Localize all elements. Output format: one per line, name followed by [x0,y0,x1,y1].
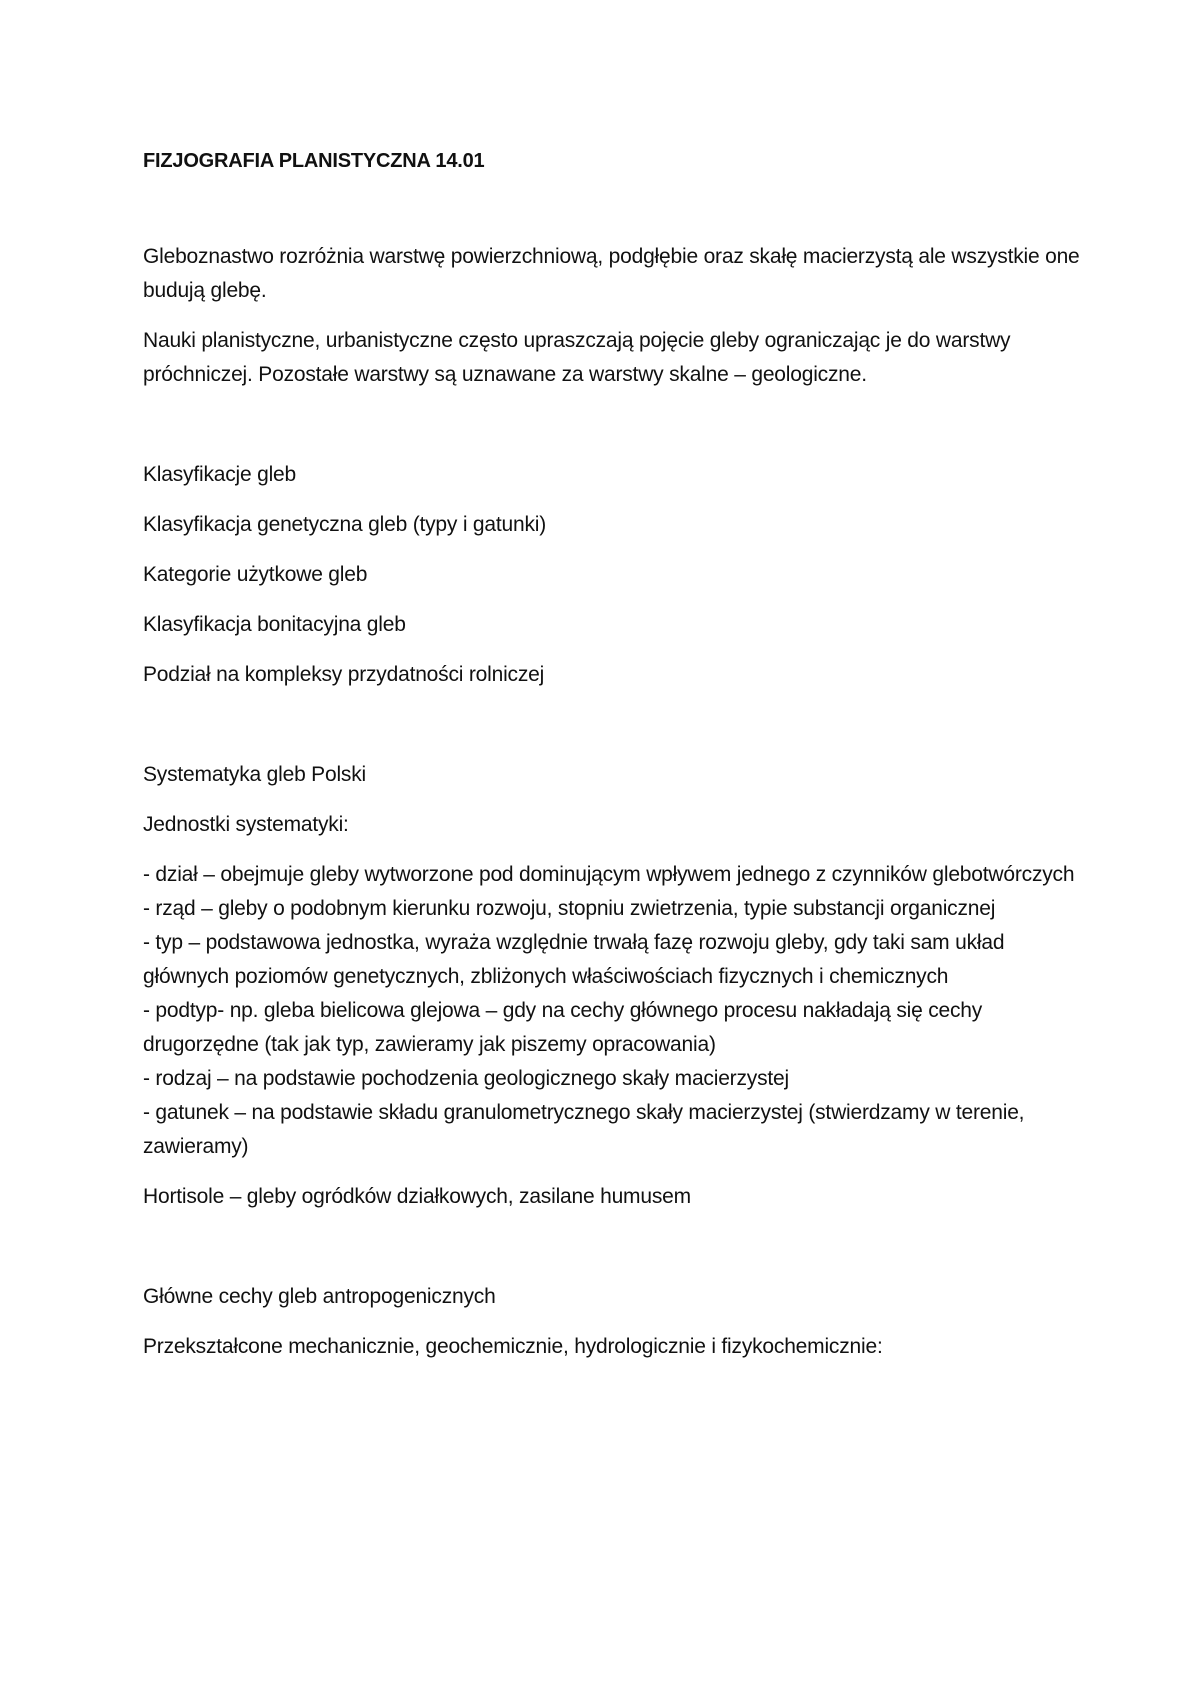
anthropogenic-heading: Główne cechy gleb antropogenicznych [143,1285,496,1308]
classification-item: Podział na kompleksy przydatności rolniczej [143,663,545,686]
systematics-units-list [143,858,1083,1164]
classification-item: Klasyfikacja genetyczna gleb (typy i gatunki) [143,513,547,536]
classification-item: Klasyfikacja bonitacyjna gleb [143,613,406,636]
systematics-heading: Systematyka gleb Polski [143,763,366,786]
anthropogenic-text: Przekształcone mechanicznie, geochemicznie, hydrologicznie i fizykochemicznie: [143,1335,883,1358]
list-item: - rodzaj – na podstawie pochodzenia geologicznego skały macierzystej [143,1067,789,1090]
spacer [143,408,1083,458]
list-item: - rząd – gleby o podobnym kierunku rozwoju, stopniu zwietrzenia, typie substancji organicznej [143,897,996,920]
list-item: - typ – podstawowa jednostka, wyraża względnie trwałą fazę rozwoju gleby, gdy taki sam układ głównych poziomów genetycznych, zbliżonych właściwościach fizycznych i chemicznych [143,931,1005,988]
document-content [143,146,1083,1380]
hortisole-note: Hortisole – gleby ogródków działkowych, zasilane humusem [143,1185,691,1208]
intro-paragraph-1: Gleboznastwo rozróżnia warstwę powierzchniową, podgłębie oraz skałę macierzystą ale wszystkie one budują glebę. [143,245,1080,302]
list-item: - gatunek – na podstawie składu granulometrycznego skały macierzystej (stwierdzamy w terenie, zawieramy) [143,1101,1025,1158]
systematics-subheading: Jednostki systematyki: [143,813,349,836]
spacer [143,1230,1083,1280]
document-title: FIZJOGRAFIA PLANISTYCZNA 14.01 [143,150,485,172]
list-item: - dział – obejmuje gleby wytworzone pod dominującym wpływem jednego z czynników glebotwórczych [143,863,1075,886]
spacer [143,708,1083,758]
list-item: - podtyp- np. gleba bielicowa glejowa – gdy na cechy głównego procesu nakładają się cechy drugorzędne (tak jak typ, zawieramy jak piszemy opracowania) [143,999,983,1056]
intro-paragraph-2: Nauki planistyczne, urbanistyczne często upraszczają pojęcie gleby ograniczając je do warstwy próchniczej. Pozostałe warstwy są uznawane za warstwy skalne – geologiczne. [143,329,1011,386]
classification-item: Kategorie użytkowe gleb [143,563,368,586]
classification-heading: Klasyfikacje gleb [143,463,297,486]
